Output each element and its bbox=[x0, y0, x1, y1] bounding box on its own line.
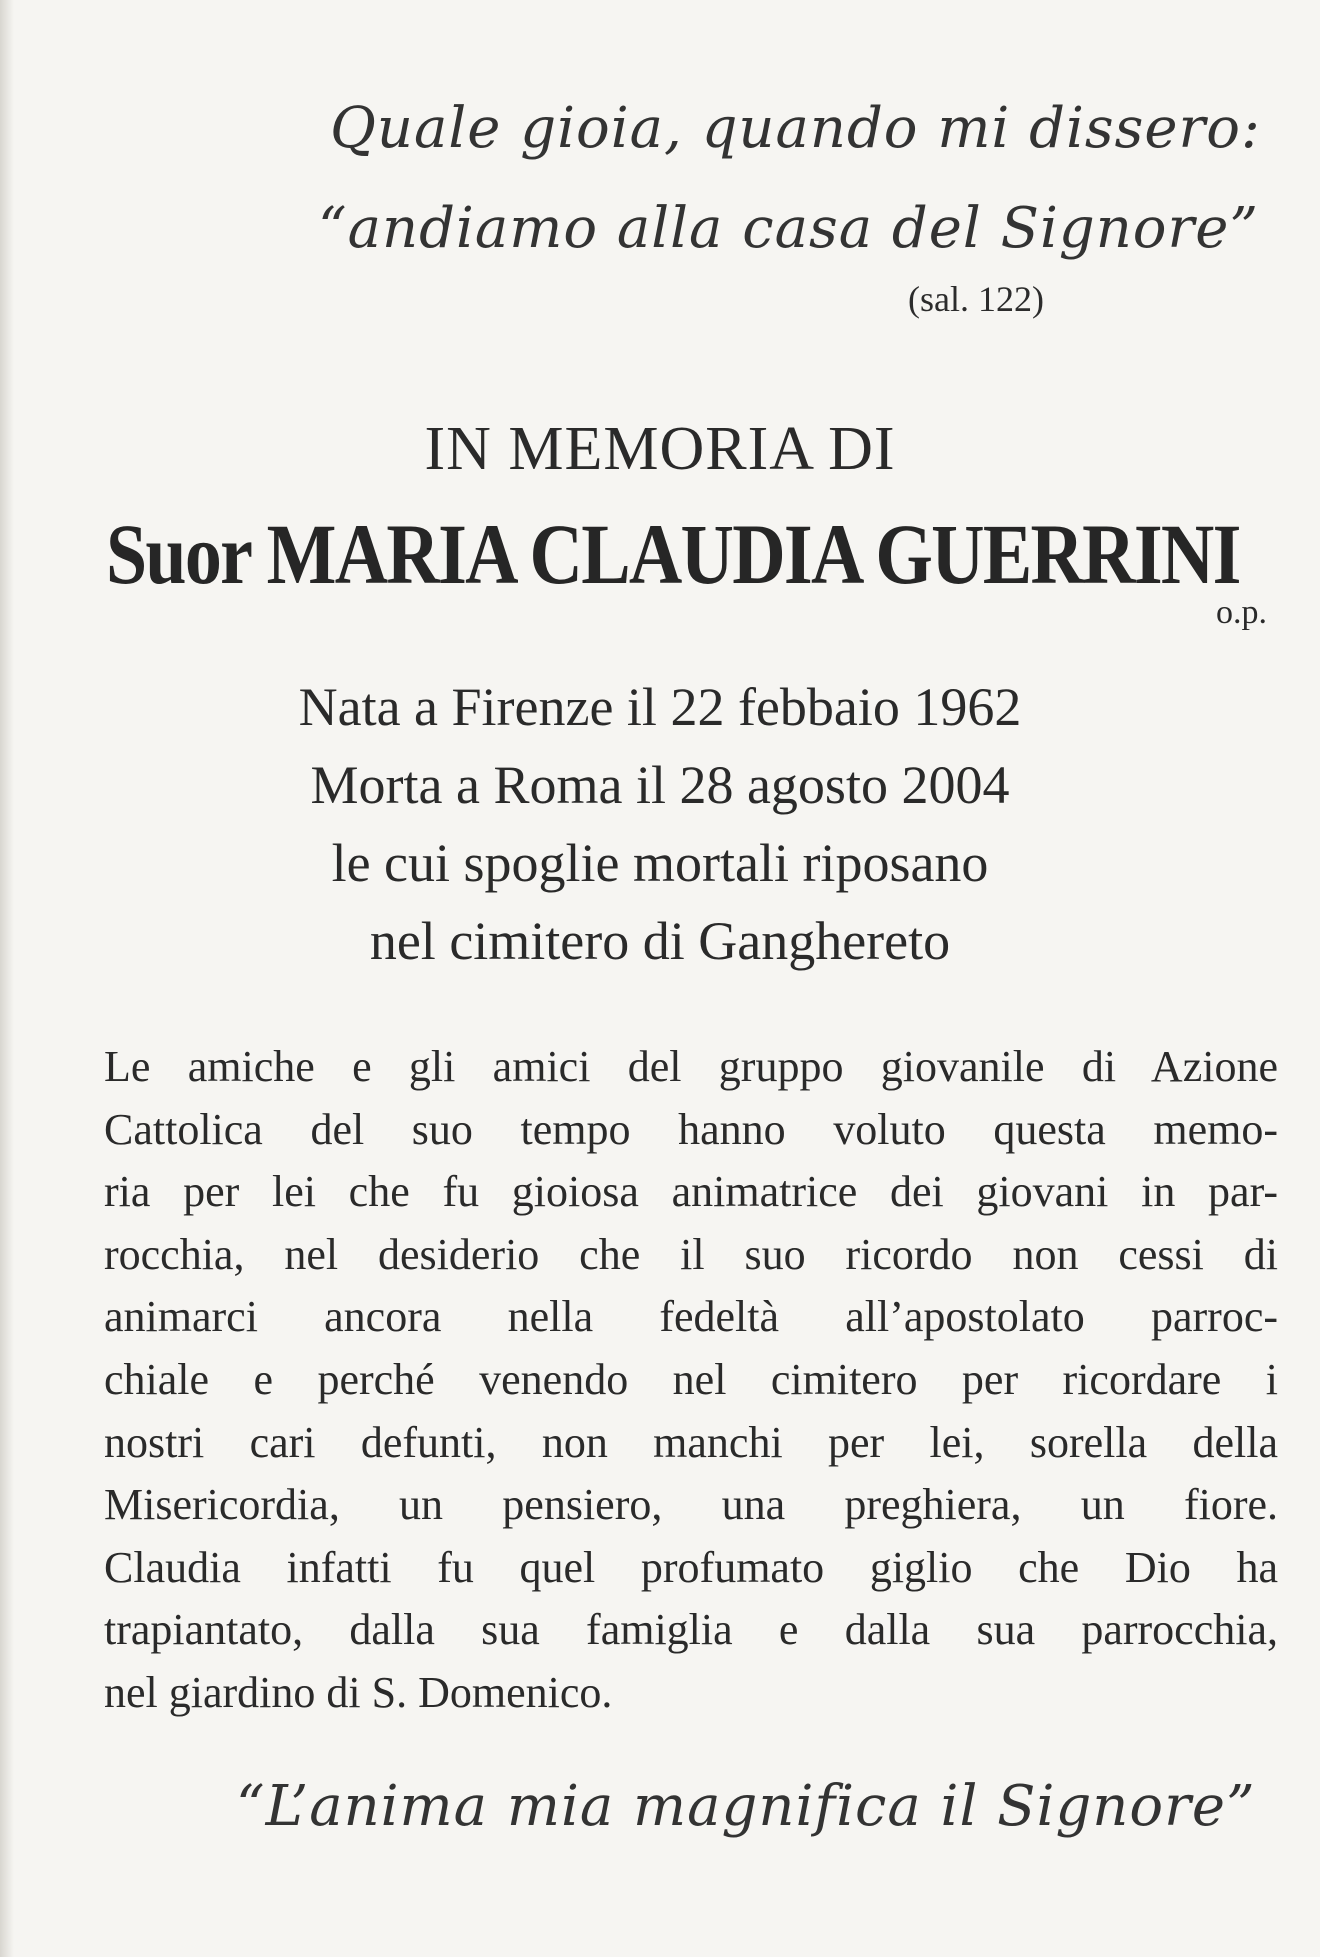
bio-line-remains: le cui spoglie mortali riposano bbox=[331, 833, 989, 893]
paragraph-line: Misericordia, un pensiero, una preghiera, un fiore. bbox=[104, 1480, 1278, 1530]
paragraph-line: trapiantato, dalla sua famiglia e dalla sua parrocchia, bbox=[104, 1605, 1278, 1655]
memorial-heading: IN MEMORIA DI bbox=[424, 415, 896, 483]
paragraph-line: Le amiche e gli amici del gruppo giovanile di Azione bbox=[104, 1042, 1278, 1091]
biography bbox=[0, 668, 1320, 980]
paragraph-line: animarci ancora nella fedeltà all’apostolato parroc- bbox=[104, 1292, 1278, 1342]
paragraph-line: chiale e perché venendo nel cimitero per ricordare i bbox=[104, 1354, 1278, 1404]
paragraph-line: nel giardino di S. Domenico. bbox=[104, 1667, 613, 1717]
paragraph-line: Claudia infatti fu quel profumato giglio che Dio ha bbox=[104, 1542, 1278, 1592]
paragraph-line: Cattolica del suo tempo hanno voluto questa memo- bbox=[104, 1104, 1278, 1154]
bio-line-birth: Nata a Firenze il 22 febbaio 1962 bbox=[298, 677, 1022, 737]
psalm-reference: (sal. 122) bbox=[908, 279, 1044, 319]
psalm-quote-line-2: “andiamo alla casa del Signore” bbox=[318, 196, 1260, 261]
religious-order: o.p. bbox=[1216, 594, 1267, 631]
psalm-quote-line-1: Quale gioia, quando mi dissero: bbox=[330, 96, 1261, 161]
paragraph-line: nostri cari defunti, non manchi per lei, sorella della bbox=[104, 1417, 1278, 1467]
paragraph-line: rocchia, nel desiderio che il suo ricordo non cessi di bbox=[104, 1229, 1278, 1279]
bio-line-cemetery: nel cimitero di Ganghereto bbox=[369, 911, 951, 971]
bio-line-death: Morta a Roma il 28 agosto 2004 bbox=[310, 755, 1010, 815]
dedication-paragraph bbox=[104, 1036, 1278, 1725]
paragraph-line: ria per lei che fu gioiosa animatrice dei giovani in par- bbox=[104, 1167, 1278, 1217]
deceased-name: Suor MARIA CLAUDIA GUERRINI bbox=[106, 506, 1240, 602]
closing-quote: “L’anima mia magnifica il Signore” bbox=[236, 1774, 1256, 1839]
